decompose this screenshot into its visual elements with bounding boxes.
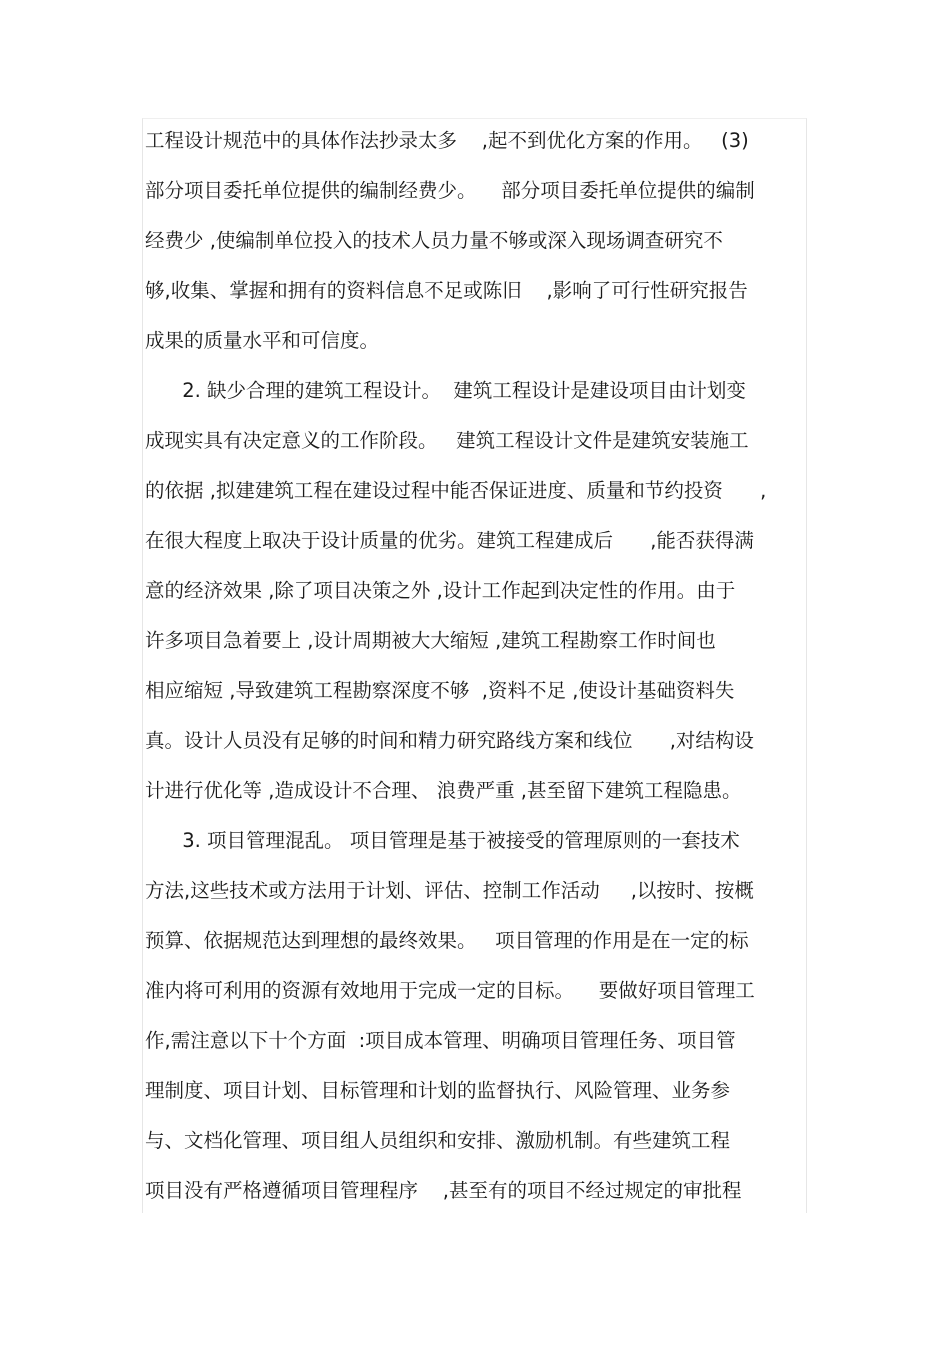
text-line: 理制度、项目计划、目标管理和计划的监督执行、风险管理、业务参 xyxy=(145,1079,731,1102)
text-line: 成果的质量水平和可信度。 xyxy=(145,329,380,352)
text-line: 预算、依据规范达到理想的最终效果。 项目管理的作用是在一定的标 xyxy=(145,929,749,952)
text-line: 2. 缺少合理的建筑工程设计。 建筑工程设计是建设项目由计划变 xyxy=(145,379,746,402)
text-line: 方法,这些技术或方法用于计划、评估、控制工作活动 ,以按时、按概 xyxy=(145,879,754,902)
document-body xyxy=(145,116,813,1216)
text-line: 准内将可利用的资源有效地用于完成一定的目标。 要做好项目管理工 xyxy=(145,979,755,1002)
text-line: 成现实具有决定意义的工作阶段。 建筑工程设计文件是建筑安装施工 xyxy=(145,429,749,452)
text-line: 工程设计规范中的具体作法抄录太多 ,起不到优化方案的作用。 (3) xyxy=(145,129,749,152)
text-line: 相应缩短 ,导致建筑工程勘察深度不够 ,资料不足 ,使设计基础资料失 xyxy=(145,679,735,702)
text-line: 的依据 ,拟建建筑工程在建设过程中能否保证进度、质量和节约投资 , xyxy=(145,479,767,502)
text-line: 真。设计人员没有足够的时间和精力研究路线方案和线位 ,对结构设 xyxy=(145,729,754,752)
text-line: 部分项目委托单位提供的编制经费少。 部分项目委托单位提供的编制 xyxy=(145,179,755,202)
text-line: 作,需注意以下十个方面 :项目成本管理、明确项目管理任务、项目管 xyxy=(145,1029,736,1052)
text-line: 计进行优化等 ,造成设计不合理、 浪费严重 ,甚至留下建筑工程隐患。 xyxy=(145,779,742,802)
text-line: 经费少 ,使编制单位投入的技术人员力量不够或深入现场调查研究不 xyxy=(145,229,723,252)
text-line: 项目没有严格遵循项目管理程序 ,甚至有的项目不经过规定的审批程 xyxy=(145,1179,742,1202)
text-line: 3. 项目管理混乱。 项目管理是基于被接受的管理原则的一套技术 xyxy=(145,829,740,852)
text-line: 够,收集、掌握和拥有的资料信息不足或陈旧 ,影响了可行性研究报告 xyxy=(145,279,748,302)
text-line: 意的经济效果 ,除了项目决策之外 ,设计工作起到决定性的作用。由于 xyxy=(145,579,736,602)
text-line: 许多项目急着要上 ,设计周期被大大缩短 ,建筑工程勘察工作时间也 xyxy=(145,629,716,652)
text-line: 与、文档化管理、项目组人员组织和安排、激励机制。有些建筑工程 xyxy=(145,1129,731,1152)
text-line: 在很大程度上取决于设计质量的优劣。建筑工程建成后 ,能否获得满 xyxy=(145,529,754,552)
